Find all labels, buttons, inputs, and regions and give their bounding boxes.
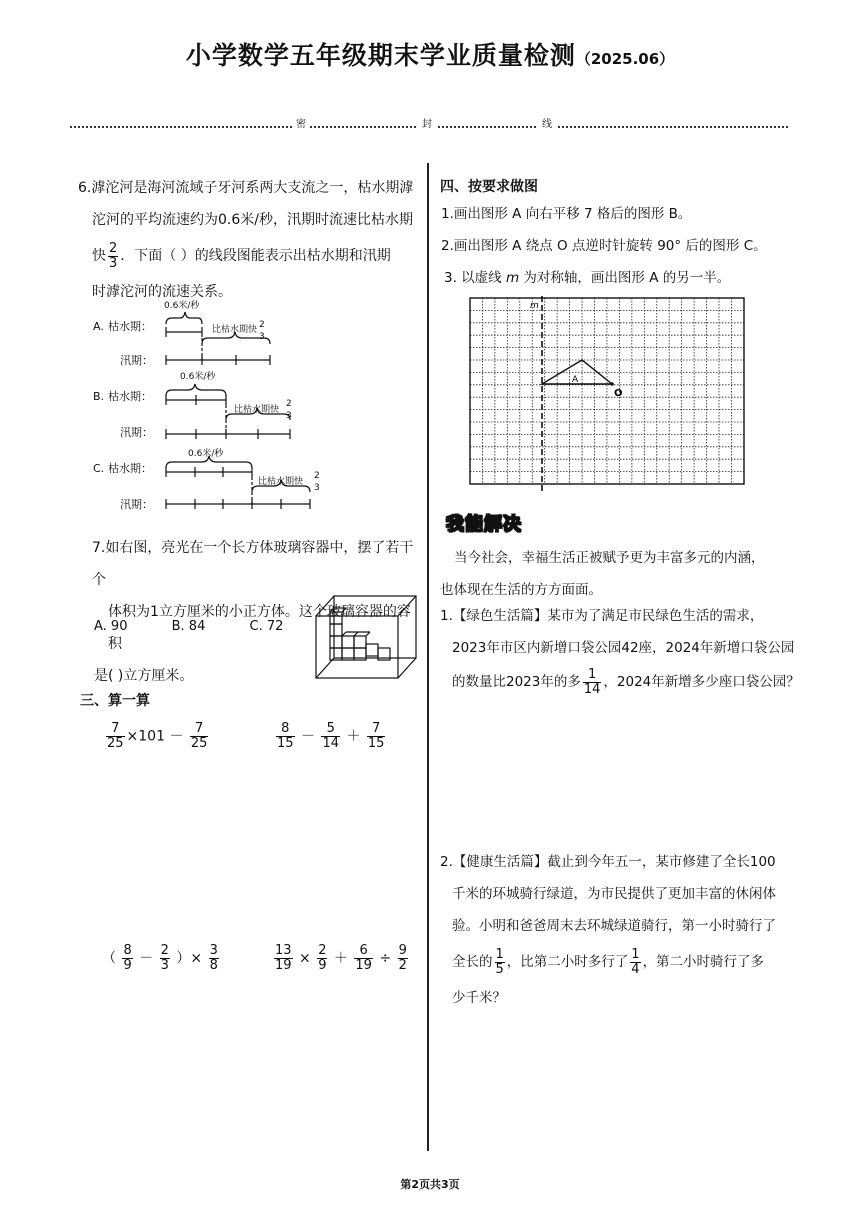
option-b-faster: 比枯水期快 <box>234 405 280 415</box>
q7-option-b: B. 84 <box>171 619 206 634</box>
c-brace-top <box>166 456 252 468</box>
seal-line <box>70 118 788 132</box>
option-b-speed: 0.6米/秒 <box>180 372 216 382</box>
intro-line-1: 当今社会，幸福生活正被赋予更为丰富多元的内涵， <box>454 550 765 566</box>
shape-a-label: A <box>572 375 579 385</box>
cube <box>330 636 342 648</box>
q7-option-a: A. 90 <box>94 619 128 634</box>
option-b-dry-label: 枯水期： <box>108 390 152 403</box>
option-a-fn: 2 <box>259 320 265 330</box>
p2-line-4: 全长的 $\frac{1}{5}$ ，比第二小时多行了 $\frac{1}{4}$ ，第二小时骑行了多 <box>452 946 765 977</box>
page-number: 第2页共3页 <box>400 1178 460 1191</box>
glass-container-figure <box>308 588 420 684</box>
draw-instruction-2: 2.画出图形 A 绕点 O 点逆时针旋转 90° 后的图形 C。 <box>441 238 767 254</box>
option-c-fd: 3 <box>314 483 320 493</box>
option-b-fd: 3 <box>286 411 292 421</box>
solve-badge: 我能解决 <box>446 514 522 535</box>
drawing-grid <box>468 296 748 492</box>
option-c-label: C. <box>93 462 105 475</box>
point-o <box>610 382 614 386</box>
point-o-label: O <box>614 388 623 399</box>
column-divider <box>427 163 429 1151</box>
seal-char-1: 密 <box>292 118 310 132</box>
container-back <box>334 596 416 658</box>
q6-segment-diagrams <box>88 296 418 516</box>
expr-3: （ $\frac{8}{9}$ － $\frac{2}{3}$ ）× $\frac{3}{8}$ <box>102 943 218 973</box>
page-title <box>0 36 860 72</box>
problem-2 <box>440 846 840 1014</box>
solve-intro <box>440 542 840 606</box>
q7-line-1: 7.如右图，亮光在一个长方体玻璃容器中，摆了若干个 <box>92 540 414 588</box>
q6-line-3 <box>78 236 418 276</box>
p1-line-3: 的数量比2023年的多 $\frac{1}{14}$ ，2024年新增多少座口袋公园？ <box>452 666 800 697</box>
p2-line-1: 2.【健康生活篇】截止到今年五一，某市修建了全长100 <box>440 854 776 870</box>
section-draw-title: 四、按要求做图 <box>440 179 538 195</box>
p2-line-3: 验。小明和爸爸周末去环城绿道骑行，第一小时骑行了 <box>452 918 776 934</box>
option-a-flood-label: 汛期： <box>120 354 153 367</box>
seal-char-3: 线 <box>538 118 556 132</box>
intro-line-2: 也体现在生活的方方面面。 <box>440 582 602 598</box>
expr-1: $\frac{7}{25}$ ×101 － $\frac{7}{25}$ <box>107 721 208 751</box>
expr-2: $\frac{8}{15}$ － $\frac{5}{14}$ ＋ $\frac{7}{15}$ <box>277 721 385 751</box>
seal-char-2: 封 <box>418 118 436 132</box>
option-c-flood-label: 汛期： <box>120 498 153 511</box>
q6-line-4: 时滹沱河的流速关系。 <box>92 284 232 300</box>
exam-date: （2025.06） <box>575 50 675 68</box>
draw-instructions <box>441 198 841 294</box>
option-a-dry-label: 枯水期： <box>108 320 152 333</box>
draw-instruction-1: 1.画出图形 A 向右平移 7 格后的图形 B。 <box>441 206 692 222</box>
q6-fraction: $\frac{2}{3}$ <box>109 240 118 271</box>
option-b-flood-label: 汛期： <box>120 426 153 439</box>
option-b-label: B. <box>93 390 105 403</box>
option-c-faster: 比枯水期快 <box>258 477 304 487</box>
cube <box>354 636 366 648</box>
problem-1 <box>440 600 840 700</box>
q7-options <box>94 619 283 634</box>
option-c-speed: 0.6米/秒 <box>188 449 224 459</box>
q7-line-3: 是( )立方厘米。 <box>94 668 194 684</box>
p2-line-2: 千米的环城骑行绿道，为市民提供了更加丰富的休闲体 <box>452 886 776 902</box>
option-b-fn: 2 <box>286 399 292 409</box>
q6-text-fast: 快 <box>92 248 106 264</box>
cube <box>366 644 378 656</box>
option-c-fn: 2 <box>314 471 320 481</box>
q7-line-2: 体积为1立方厘米的小正方体。这个玻璃容器的容积 <box>108 604 411 652</box>
expr-1-mid: ×101 － <box>126 728 184 745</box>
p1-line-1: 1.【绿色生活篇】某市为了满足市民绿色生活的需求， <box>440 608 764 624</box>
q6-line-2: 沱河的平均流速约为0.6米/秒，汛期时流速比枯水期 <box>92 212 413 228</box>
question-6 <box>78 172 418 308</box>
cube <box>330 624 342 636</box>
option-a-label: A. <box>93 320 104 333</box>
axis-label-m: m <box>530 301 539 311</box>
section-calc-title: 三、算一算 <box>80 693 150 709</box>
a-brace-top <box>166 312 202 324</box>
option-a-speed: 0.6米/秒 <box>164 301 200 311</box>
container-front <box>316 616 398 678</box>
expr-4: $\frac{13}{19}$ × $\frac{2}{9}$ ＋ $\frac{6}{19}$ ÷ $\frac{9}{2}$ <box>275 943 407 973</box>
option-c-dry-label: 枯水期： <box>108 462 152 475</box>
title-text: 小学数学五年级期末学业质量检测 <box>185 41 576 70</box>
option-a-fd: 3 <box>259 332 265 342</box>
p1-line-2: 2023年市区内新增口袋公园42座，2024年新增口袋公园 <box>452 640 795 656</box>
cube <box>342 636 354 648</box>
p2-line-5: 少千米？ <box>452 990 506 1006</box>
q6-text-rest: ．下面（ ）的线段图能表示出枯水期和汛期 <box>120 248 391 264</box>
b-brace-top <box>166 384 226 396</box>
q7-option-c: C. 72 <box>249 619 284 634</box>
q6-line-1: 6.滹沱河是海河流域子牙河系两大支流之一，枯水期滹 <box>78 180 414 196</box>
draw-instruction-3: 3. 以虚线 m 为对称轴，画出图形 A 的另一半。 <box>444 270 731 286</box>
cube <box>330 612 342 624</box>
option-a-faster: 比枯水期快 <box>212 325 258 335</box>
